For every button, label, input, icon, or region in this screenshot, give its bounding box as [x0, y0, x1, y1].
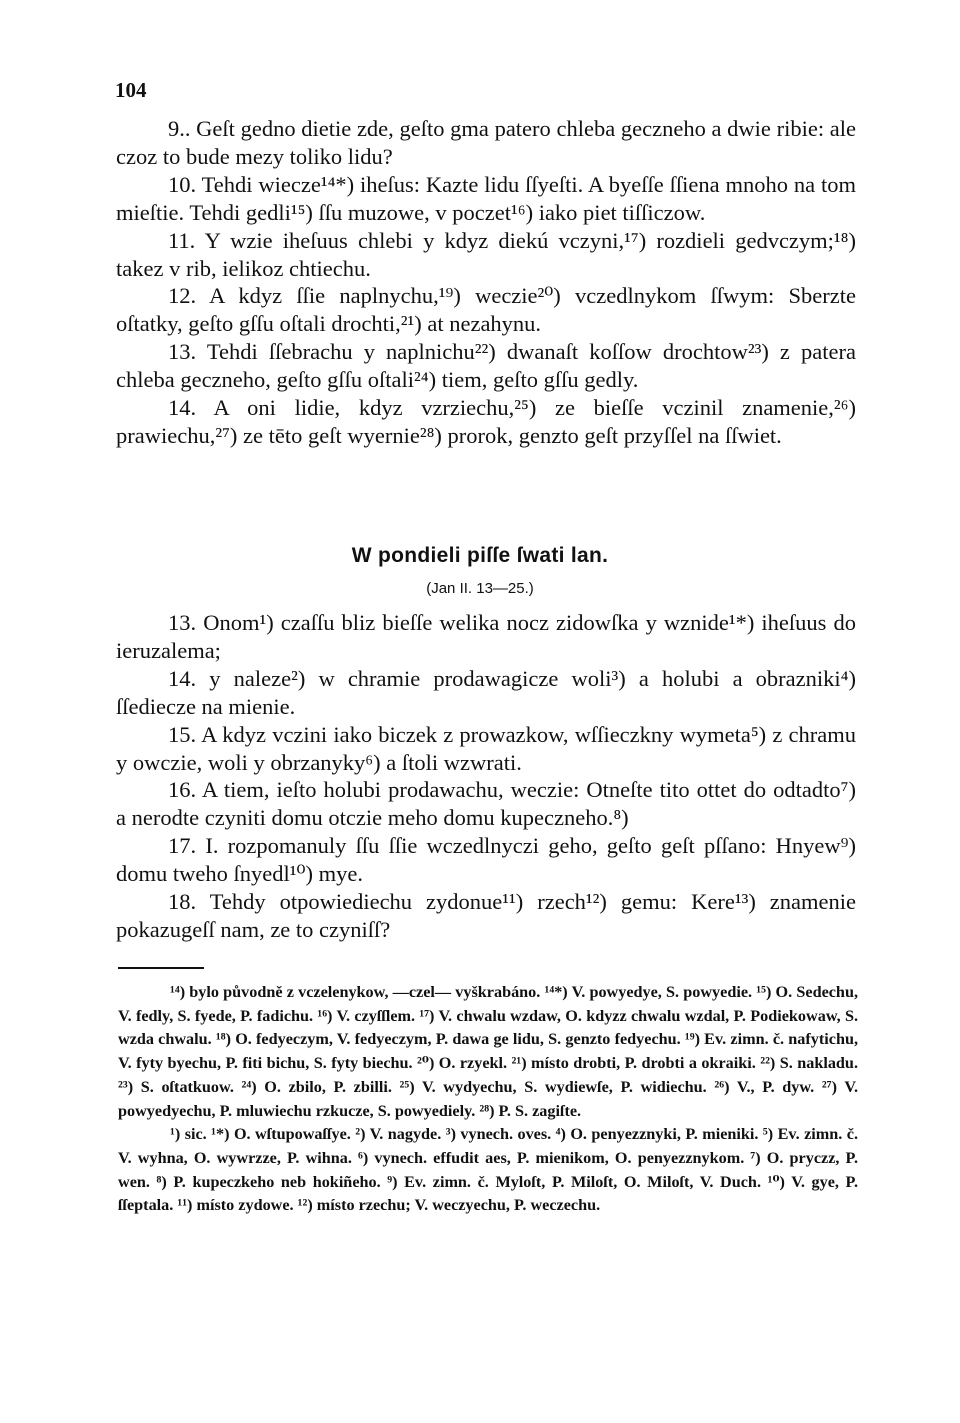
footnote-block-second: ¹) sic. ¹*) O. wſtupowaſſye. ²) V. nagyde. ³) vynech. oves. ⁴) O. penyezznyki, P. mieniki. ⁵) Ev. zimn. č. V. wyhna, O. wywrzze, P. wihna. ⁶) vynech. effudit aes, P. mienikom, O. penyezznykom. ⁷) O. pryczz, P. wen. ⁸) P. kupeczkeho neb hokiñeho. ⁹) Ev. zimn. č. Myloſt, P. Miloſt, O. Miloſt, V. Duch. ¹⁰) V. gye, P. ſſeptala. ¹¹) místo zydowe. ¹²) místo rzechu; V. weczyechu, P. weczechu.	[118, 1125, 858, 1215]
verse-18: 18. Tehdy otpowiediechu zydonue¹¹) rzech¹²) gemu: Kere¹³) znamenie pokazugeſſ nam, ze to czyniſſ?	[116, 889, 856, 942]
verse-14: 14. A oni lidie, kdyz vzrziechu,²⁵) ze bieſſe vczinil znamenie,²⁶) prawiechu,²⁷) ze tēto geſt wyernie²⁸) prorok, genzto geſt przyſſel na ſſwiet.	[116, 395, 856, 448]
verse-16: 16. A tiem, ieſto holubi prodawachu, weczie: Otneſte tito ottet do odtadto⁷) a nerodte czyniti domu otczie meho domu kupeczneho.⁸)	[116, 777, 856, 831]
verse-13: 13. Onom¹) czaſſu bliz bieſſe welika nocz zidowſka y wznide¹*) iheſuus do ieruzalema;	[116, 610, 856, 663]
page-number: 104	[115, 78, 147, 102]
verse-12: 12. A kdyz ſſie naplnychu,¹⁹) weczie²⁰) vczedlnykom ſſwym: Sberzte oſtatky, geſto gſſu oſtali drochti,²¹) at nezahynu.	[116, 283, 856, 337]
verse-15: 15. A kdyz vczini iako biczek z prowazkow, wſſieczkny wymeta⁵) z chramu y owczie, woli y obrzanyky⁶) a ſtoli wzwrati.	[116, 721, 856, 775]
section-heading: W pondieli piſſe ſwati lan.	[351, 544, 609, 567]
verse-11: 11. Y wzie iheſuus chlebi y kdyz diekú vczyni,¹⁷) rozdieli gedvczym;¹⁸) takez v rib, ielikoz chtiechu.	[116, 227, 856, 281]
verse-10: 10. Tehdi wiecze¹⁴*) iheſus: Kazte lidu ſſyeſti. A byeſſe ſſiena mnoho na tom mieſtie. Tehdi gedli¹⁵) ſſu muzowe, v poczet¹⁶) iako piet tiſſiczow.	[116, 171, 856, 225]
passage-one	[116, 115, 856, 450]
section-reference: (Jan II. 13—25.)	[426, 580, 534, 597]
footnote-block-first: ¹⁴) bylo původně z vczelenykow, —czel— vyškrabáno. ¹⁴*) V. powyedye, S. powyedie. ¹⁵) O. Sedechu, V. fedly, S. fyede, P. fadichu. ¹⁶) V. czyſſlem. ¹⁷) V. chwalu wzdaw, O. kdyzz chwalu wzdal, P. Podiekowaw, S. wzda chwalu. ¹⁸) O. fedyeczym, V. fedyeczym, P. dawa ge lidu, S. genzto fedyechu. ¹⁹) Ev. zimn. č. nafytichu, V. fyty byechu, P. fiti bichu, S. fyty biechu. ²⁰) O. rzyekl. ²¹) místo drobti, P. drobti a okraiki. ²²) S. nakladu. ²³) S. oſtatkuow. ²⁴) O. zbilo, P. zbilli. ²⁵) V. wydyechu, S. wydiewſe, P. widiechu. ²⁶) V., P. dyw. ²⁷) V. powyedyechu, P. mluwiechu rzkucze, S. powyediely. ²⁸) P. S. zagiſte.	[118, 983, 858, 1120]
verse-13: 13. Tehdi ſſebrachu y naplnichu²²) dwanaſt koſſow drochtow²³) z patera chleba geczneho, geſto gſſu oſtali²⁴) tiem, geſto gſſu gedly.	[116, 339, 856, 393]
footnote-divider	[118, 967, 204, 969]
passage-two	[116, 609, 856, 944]
verse-9: 9.. Geſt gedno dietie zde, geſto gma patero chleba geczneho a dwie ribie: ale czoz to bude mezy toliko lidu?	[116, 116, 856, 169]
verse-14: 14. y naleze²) w chramie prodawagicze woli³) a holubi a obrazniki⁴) ſſediecze na mienie.	[116, 665, 856, 719]
footnotes	[118, 981, 858, 1218]
verse-17: 17. I. rozpomanuly ſſu ſſie wczedlnyczi geho, geſto geſt pſſano: Hnyew⁹) domu tweho ſnyedl¹⁰) mye.	[116, 833, 856, 887]
